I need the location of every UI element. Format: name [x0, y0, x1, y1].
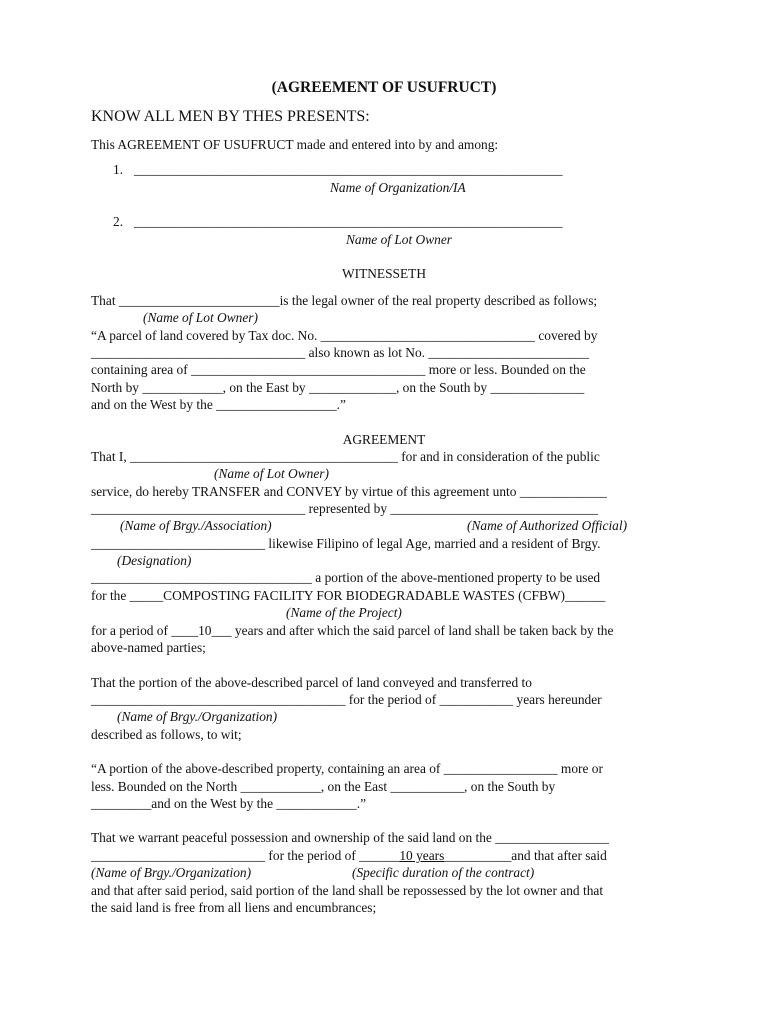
agreement-caption-project: (Name of the Project) — [286, 605, 402, 620]
party2-number: 2. — [113, 214, 124, 229]
warrant-line-1: That we warrant peaceful possession and ownership of the said land on the _________________ — [91, 830, 610, 845]
description-line-3: _________and on the West by the ____________.” — [91, 796, 367, 811]
party1-number: 1. — [113, 162, 124, 177]
portion-line-2: ______________________________________ for the period of ___________ years hereunder — [91, 692, 602, 707]
intro-text: This AGREEMENT OF USUFRUCT made and entered into by and among: — [91, 137, 499, 152]
witness-line-6: and on the West by the __________________.” — [91, 397, 346, 412]
witness-line-3: ________________________________ also known as lot No. ________________________ — [91, 345, 590, 360]
warrant-line-2 — [91, 849, 607, 862]
agreement-caption-lot-owner: (Name of Lot Owner) — [214, 466, 329, 481]
agreement-heading: AGREEMENT — [342, 432, 426, 447]
agreement-line-7-prefix: for a period of — [91, 623, 172, 638]
description-line-2: less. Bounded on the North ____________, on the East ___________, on the South by — [91, 779, 556, 794]
know-all-heading: KNOW ALL MEN BY THES PRESENTS: — [91, 108, 370, 125]
party2-caption: Name of Lot Owner — [346, 232, 453, 247]
agreement-line-6 — [91, 589, 605, 602]
party1-blank: ________________________________________________________________ — [134, 162, 563, 177]
agreement-line-5: _________________________________ a portion of the above-mentioned property to be used — [91, 570, 601, 585]
agreement-line-6-prefix: for the _____ — [91, 588, 164, 603]
warrant-line-2-prefix: __________________________ for the period of ______ — [91, 848, 400, 863]
portion-line-3: described as follows, to wit; — [91, 727, 242, 742]
witness-line-4: containing area of ___________________________________ more or less. Bounded on the — [91, 362, 586, 377]
agreement-line-7 — [91, 624, 613, 637]
description-line-1: “A portion of the above-described property, containing an area of _________________ more or — [91, 761, 603, 776]
portion-line-1: That the portion of the above-described parcel of land conveyed and transferred to — [91, 675, 532, 690]
warrant-line-2-suffix: __________and that after said — [444, 848, 607, 863]
witness-line-2: “A parcel of land covered by Tax doc. No. ________________________________ covered by — [91, 328, 598, 343]
warrant-line-3: and that after said period, said portion of the land shall be repossessed by the lot owner and that — [91, 883, 604, 898]
agreement-line-7-suffix: years and after which the said parcel of land shall be taken back by the — [231, 623, 614, 638]
witness-line-5: North by ____________, on the East by _____________, on the South by ______________ — [91, 380, 585, 395]
project-name: COMPOSTING FACILITY FOR BIODEGRADABLE WASTES (CFBW) — [163, 588, 566, 603]
document-title: (AGREEMENT OF USUFRUCT) — [271, 79, 497, 96]
witnesseth-heading: WITNESSETH — [341, 266, 427, 281]
witness-caption-lot-owner: (Name of Lot Owner) — [143, 310, 258, 325]
witness-line-1: That ________________________is the legal owner of the real property described as follows; — [91, 293, 598, 308]
agreement-line-8: above-named parties; — [91, 640, 206, 655]
agreement-line-2: service, do hereby TRANSFER and CONVEY by virtue of this agreement unto _____________ — [91, 484, 607, 499]
party2-blank: ________________________________________________________________ — [134, 214, 563, 229]
agreement-caption-authorized-official: (Name of Authorized Official) — [467, 518, 628, 533]
period-value: ____10___ — [171, 623, 232, 638]
portion-caption-brgy-organization: (Name of Brgy./Organization) — [117, 709, 278, 724]
agreement-line-3: ________________________________ represented by _______________________________ — [91, 501, 598, 516]
duration-value: 10 years — [399, 848, 445, 863]
warrant-line-4: the said land is free from all liens and encumbrances; — [91, 900, 377, 915]
agreement-line-1: That I, ________________________________________ for and in consideration of the public — [91, 449, 600, 464]
warrant-caption-brgy-organization: (Name of Brgy./Organization) — [91, 865, 252, 880]
agreement-line-4: __________________________ likewise Filipino of legal Age, married and a resident of Brgy. — [91, 536, 601, 551]
party1-caption: Name of Organization/IA — [330, 180, 466, 195]
agreement-caption-brgy-association: (Name of Brgy./Association) — [120, 518, 272, 533]
agreement-line-6-suffix: ______ — [565, 588, 606, 603]
warrant-caption-duration: (Specific duration of the contract) — [352, 865, 535, 880]
agreement-caption-designation: (Designation) — [117, 553, 192, 568]
